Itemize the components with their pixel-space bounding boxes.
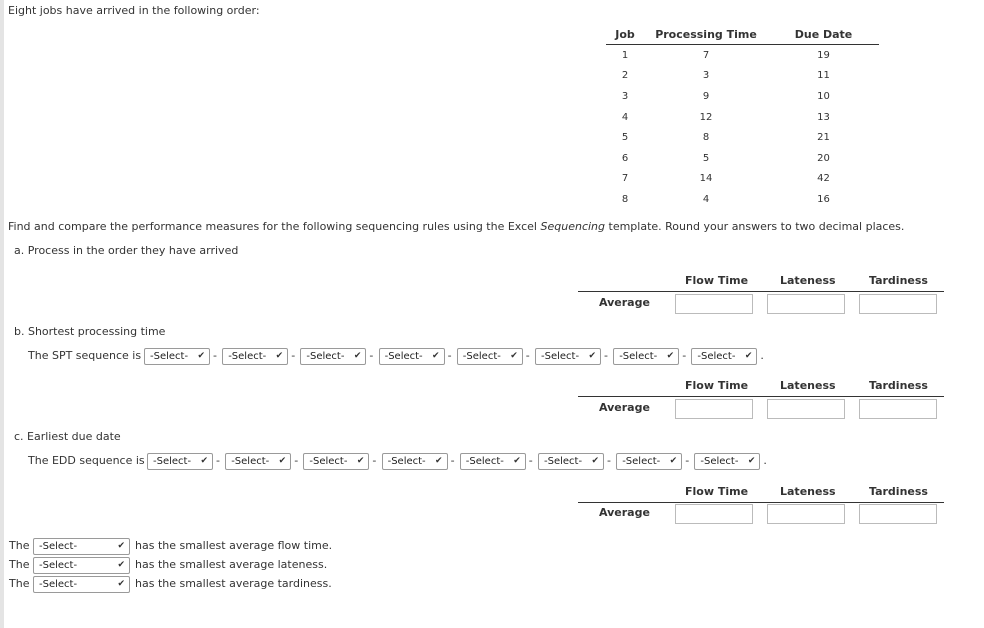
chevron-down-icon: ✔ — [591, 456, 599, 466]
smallest-lateness-rule-select[interactable] — [33, 557, 130, 574]
edd-position-3-select[interactable] — [303, 453, 369, 470]
edd-position-8-select[interactable] — [694, 453, 760, 470]
select-value: -Select- — [700, 456, 739, 467]
sequence-separator: - — [607, 454, 611, 467]
chevron-down-icon: ✔ — [356, 456, 365, 466]
b-header-divider — [578, 396, 944, 397]
sequence-separator: - — [294, 454, 299, 467]
sequence-separator: - — [447, 349, 452, 362]
edd-position-1-select[interactable] — [147, 453, 213, 470]
job-row — [606, 66, 879, 87]
sequence-period: . — [763, 454, 767, 467]
select-value: -Select- — [465, 456, 504, 467]
due-date-value: 13 — [817, 111, 830, 123]
instructions-template-name: Sequencing — [540, 220, 606, 233]
chevron-down-icon: ✔ — [669, 456, 678, 466]
b-avg-flow-time-input[interactable] — [675, 399, 753, 419]
select-value: -Select- — [544, 456, 583, 467]
job-row — [606, 189, 879, 210]
spt-position-3-select[interactable] — [300, 348, 366, 365]
select-value: -Select- — [309, 456, 348, 467]
instructions-part2: template. Round your answers to two decimal places. — [605, 220, 905, 233]
select-value: -Select- — [39, 541, 78, 552]
smallest-tardiness-rule-select[interactable] — [33, 576, 130, 593]
select-value: -Select- — [622, 456, 661, 467]
select-value: -Select- — [384, 351, 423, 362]
job-row — [606, 86, 879, 107]
chevron-down-icon: ✔ — [513, 456, 521, 466]
due-date-value: 16 — [817, 193, 830, 205]
sequence-separator: - — [682, 349, 687, 362]
processing-time-header: Processing Time — [644, 24, 768, 45]
spt-position-2-select[interactable] — [222, 348, 288, 365]
summary-line-tardiness: has the smallest average tardiness. — [135, 577, 332, 590]
a-header-divider — [578, 291, 944, 292]
b-avg-tardiness-input[interactable] — [859, 399, 937, 419]
sequence-separator: - — [528, 454, 533, 467]
sequence-separator: - — [685, 454, 690, 467]
job-table — [606, 24, 879, 210]
chevron-down-icon: ✔ — [666, 351, 675, 361]
b-lateness-header: Lateness — [780, 379, 836, 392]
summary-line-flow-time: has the smallest average flow time. — [135, 539, 333, 552]
select-value: -Select- — [387, 456, 426, 467]
edd-sequence-label: The EDD sequence is — [28, 454, 145, 467]
c-header-divider — [578, 502, 944, 503]
chevron-down-icon: ✔ — [117, 579, 125, 589]
processing-time-value: 3 — [702, 70, 710, 82]
sequence-separator: - — [372, 454, 377, 467]
select-value: -Select- — [231, 456, 270, 467]
sequence-separator: - — [525, 349, 530, 362]
edd-position-2-select[interactable] — [225, 453, 291, 470]
job-header: Job — [606, 24, 644, 45]
a-tardiness-header: Tardiness — [869, 274, 928, 287]
a-lateness-header: Lateness — [780, 274, 836, 287]
chevron-down-icon: ✔ — [744, 351, 753, 361]
processing-time-value: 7 — [702, 49, 710, 61]
edd-position-6-select[interactable] — [538, 453, 604, 470]
due-date-header: Due Date — [768, 24, 879, 45]
c-avg-tardiness-input[interactable] — [859, 504, 937, 524]
processing-time-value: 8 — [702, 132, 710, 144]
spt-position-4-select[interactable] — [379, 348, 445, 365]
spt-position-8-select[interactable] — [691, 348, 757, 365]
select-value: -Select- — [306, 351, 345, 362]
c-avg-flow-time-input[interactable] — [675, 504, 753, 524]
due-date-value: 11 — [817, 70, 830, 82]
b-flow-time-header: Flow Time — [685, 379, 749, 392]
job-number: 3 — [621, 90, 629, 102]
smallest-flow-time-rule-select[interactable] — [33, 538, 130, 555]
chevron-down-icon: ✔ — [278, 456, 287, 466]
select-value: -Select- — [150, 351, 189, 362]
a-flow-time-header: Flow Time — [685, 274, 749, 287]
spt-position-6-select[interactable] — [535, 348, 601, 365]
edd-position-7-select[interactable] — [616, 453, 682, 470]
c-tardiness-header: Tardiness — [869, 485, 928, 498]
spt-position-7-select[interactable] — [613, 348, 679, 365]
spt-sequence-label: The SPT sequence is — [28, 349, 142, 362]
due-date-value: 42 — [817, 173, 830, 185]
sequence-separator: - — [291, 349, 296, 362]
job-row — [606, 169, 879, 190]
chevron-down-icon: ✔ — [747, 456, 756, 466]
chevron-down-icon: ✔ — [200, 456, 208, 466]
chevron-down-icon: ✔ — [275, 351, 284, 361]
summary-line-lateness: has the smallest average lateness. — [135, 558, 328, 571]
due-date-value: 19 — [817, 49, 830, 61]
due-date-value: 21 — [817, 132, 830, 144]
select-value: -Select- — [462, 351, 501, 362]
sequence-separator: - — [369, 349, 374, 362]
job-number: 7 — [621, 173, 629, 185]
spt-position-5-select[interactable] — [457, 348, 523, 365]
a-avg-flow-time-input[interactable] — [675, 294, 753, 314]
intro-text: Eight jobs have arrived in the following order: — [8, 4, 260, 17]
chevron-down-icon: ✔ — [117, 560, 125, 570]
select-value: -Select- — [39, 560, 78, 571]
select-value: -Select- — [697, 351, 736, 362]
sequence-separator: - — [213, 349, 217, 362]
chevron-down-icon: ✔ — [435, 456, 443, 466]
job-row — [606, 127, 879, 148]
job-row — [606, 148, 879, 169]
select-value: -Select- — [228, 351, 267, 362]
b-tardiness-header: Tardiness — [869, 379, 928, 392]
sequence-separator: - — [604, 349, 608, 362]
b-avg-lateness-input[interactable] — [767, 399, 845, 419]
sequence-separator: - — [450, 454, 455, 467]
spt-position-1-select[interactable] — [144, 348, 210, 365]
c-avg-lateness-input[interactable] — [767, 504, 845, 524]
part-c-label: c. Earliest due date — [14, 430, 121, 443]
processing-time-value: 9 — [702, 90, 710, 102]
chevron-down-icon: ✔ — [510, 351, 518, 361]
edd-position-5-select[interactable] — [460, 453, 526, 470]
a-avg-lateness-input[interactable] — [767, 294, 845, 314]
processing-time-value: 5 — [702, 152, 710, 164]
a-average-label: Average — [599, 296, 650, 309]
select-value: -Select- — [619, 351, 658, 362]
chevron-down-icon: ✔ — [197, 351, 205, 361]
job-number: 4 — [621, 111, 629, 123]
chevron-down-icon: ✔ — [588, 351, 596, 361]
part-a-label: a. Process in the order they have arrived — [14, 244, 239, 257]
job-number: 6 — [621, 152, 629, 164]
sequence-separator: - — [216, 454, 220, 467]
job-row — [606, 45, 879, 66]
c-average-label: Average — [599, 506, 650, 519]
summary-the-2: The — [9, 558, 30, 571]
due-date-value: 20 — [817, 152, 830, 164]
select-value: -Select- — [541, 351, 580, 362]
edd-position-4-select[interactable] — [382, 453, 448, 470]
chevron-down-icon: ✔ — [432, 351, 440, 361]
instructions-text — [8, 220, 904, 233]
processing-time-value: 4 — [702, 193, 710, 205]
c-lateness-header: Lateness — [780, 485, 836, 498]
job-number: 1 — [621, 49, 629, 61]
part-b-label: b. Shortest processing time — [14, 325, 166, 338]
processing-time-value: 12 — [699, 111, 713, 123]
a-avg-tardiness-input[interactable] — [859, 294, 937, 314]
left-frame-border — [0, 0, 4, 628]
chevron-down-icon: ✔ — [117, 541, 125, 551]
instructions-part1: Find and compare the performance measures for the following sequencing rules using the Excel — [8, 220, 541, 233]
processing-time-value: 14 — [699, 173, 713, 185]
job-number: 2 — [621, 70, 629, 82]
job-row — [606, 107, 879, 128]
job-number: 5 — [621, 132, 629, 144]
c-flow-time-header: Flow Time — [685, 485, 749, 498]
summary-the-1: The — [9, 539, 30, 552]
select-value: -Select- — [39, 579, 78, 590]
job-number: 8 — [621, 193, 629, 205]
due-date-value: 10 — [817, 90, 830, 102]
sequence-period: . — [760, 349, 764, 362]
summary-the-3: The — [9, 577, 30, 590]
select-value: -Select- — [153, 456, 192, 467]
b-average-label: Average — [599, 401, 650, 414]
chevron-down-icon: ✔ — [353, 351, 362, 361]
